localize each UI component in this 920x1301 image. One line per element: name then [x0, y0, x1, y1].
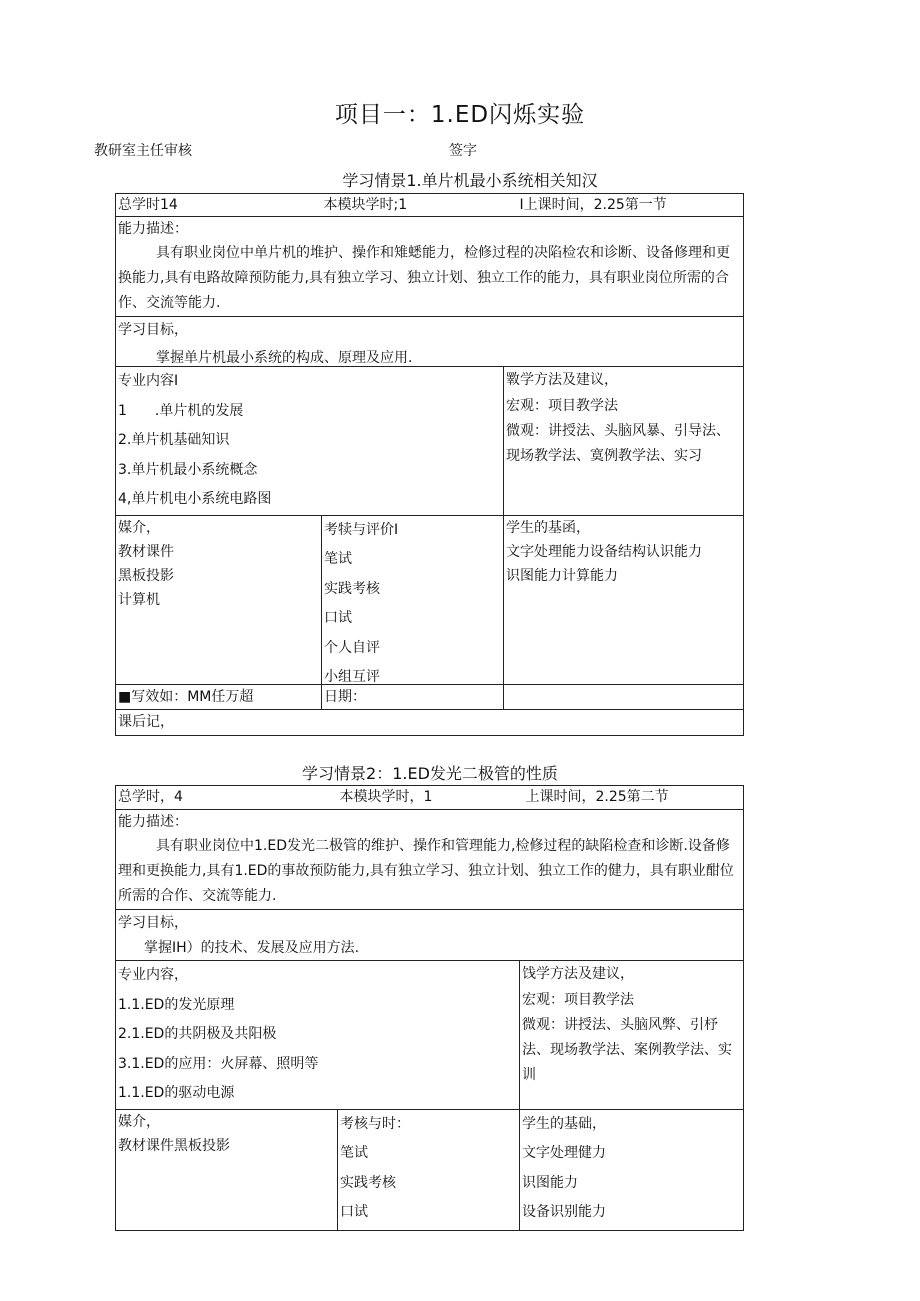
s1-writer: ■写效如：MM任万超 — [116, 684, 322, 709]
s1-media-item: 计算机 — [118, 591, 160, 608]
s1-media-label: 媒介， — [118, 519, 160, 536]
s2-module-hours: 本模块学时，1 — [338, 786, 520, 810]
s2-method-label: 饯学方法及建议， — [522, 966, 634, 982]
s1-content-item: 4,单片机电小系统电路图 — [118, 491, 272, 507]
s2-method-macro: 宏观：项目教学法 — [522, 992, 634, 1008]
s1-goal-text: 掌握单片机最小系统的构成、原理及应用. — [156, 350, 413, 366]
s2-basis-item: 设备识别能力 — [522, 1204, 606, 1220]
s1-assess-cell — [322, 515, 504, 684]
s2-basis-item: 识图能力 — [522, 1174, 578, 1191]
s2-content-item: 2.1.ED的共阴极及共阳极 — [118, 1026, 277, 1042]
s2-basis-cell — [520, 1109, 744, 1230]
s1-content-item: 2.单片机基础知识 — [118, 432, 230, 448]
s1-content-item: 3.单片机最小系统概念 — [118, 461, 258, 478]
s2-assess-label: 考核与时： — [340, 1115, 410, 1132]
s1-basis-item: 文字处理能力设备结构认识能力 — [506, 543, 702, 560]
s2-ability-cell — [116, 810, 744, 910]
sign-label: 签字 — [449, 143, 477, 159]
s1-afterclass: 课后记， — [116, 709, 744, 735]
s1-ability-text: 具有职业岗位中单片机的堆护、操作和雉蟋能力，检修过程的决陷检农和诊断、设备修理和更换能力,具有电路故障预防能力,具有独立学习、独立计划、独立工作的能力，具有职业岗位所需的合作、交流等能力. — [118, 245, 730, 311]
s1-media-item: 教材课件 — [118, 543, 174, 560]
s1-total-hours: 总学时14 — [116, 194, 322, 217]
s2-assess-item: 笔试 — [340, 1145, 368, 1161]
s1-assess-label: 考犊与评价I — [324, 521, 399, 538]
s2-goal-text: 掌握IH）的技术、发展及应用方法. — [144, 940, 360, 956]
s2-content-item: 3.1.ED的应用：火屏幕、照明等 — [118, 1055, 319, 1072]
s1-goal-label: 学习目标， — [118, 322, 188, 338]
s1-content-cell — [116, 367, 504, 516]
section1-table — [115, 193, 744, 736]
s2-method-cell — [520, 961, 744, 1110]
s2-content-label: 专业内容， — [118, 967, 188, 983]
s2-class-time: 上课时间，2.25第二节 — [520, 786, 744, 810]
s1-method-label: 斁学方法及建议， — [506, 372, 618, 388]
s2-content-item: 1.1.ED的驱动电源 — [118, 1085, 235, 1101]
s2-total-hours: 总学时，4 — [116, 786, 338, 810]
s2-basis-label: 学生的基础， — [522, 1115, 606, 1132]
s1-basis-label: 学生的基函， — [506, 519, 590, 536]
s1-assess-item: 个人自评 — [324, 639, 380, 656]
s1-basis-item: 识图能力计算能力 — [506, 567, 618, 584]
s2-goal-cell — [116, 910, 744, 961]
s1-assess-item: 口试 — [324, 610, 352, 626]
reviewer-label: 教研室主任审核 — [94, 143, 192, 159]
s1-ability-cell — [116, 217, 744, 317]
s1-date-label: 日期： — [322, 684, 504, 709]
s2-assess-cell — [338, 1109, 520, 1230]
s2-goal-label: 学习目标， — [118, 915, 188, 931]
s2-content-cell — [116, 961, 520, 1110]
s2-method-micro: 微观：讲授法、头脑风弊、引杼法、现场教学法、案例教学法、实训 — [522, 1017, 732, 1083]
s1-assess-item: 小组互评 — [324, 669, 380, 684]
s1-content-label: 专业内容I — [118, 373, 179, 389]
s2-assess-item: 口试 — [340, 1204, 368, 1220]
s1-goal-cell — [116, 317, 744, 367]
s2-content-item: 1.1.ED的发光原理 — [118, 996, 235, 1013]
document-title: 项目一：1.ED闪烁实验 — [334, 102, 586, 128]
s2-ability-text: 具有职业岗位中1.ED发光二极管的维护、操作和管理能力,检修过程的缺陷检查和诊断.设备修理和更换能力,具有1.ED的事故预防能力,具有独立学习、独立计划、独立工作的健力，具有职业酣位所需的合作、交流等能力. — [118, 838, 734, 904]
section2-table — [115, 785, 744, 1231]
s2-media-label: 媒介， — [118, 1113, 160, 1130]
s1-content-item: 1 .单片机的发展 — [118, 402, 244, 419]
s2-ability-label: 能力描述： — [118, 814, 188, 830]
s1-assess-item: 笔试 — [324, 551, 352, 567]
s2-media-cell — [116, 1109, 338, 1230]
section2-title: 学习情景2：1.ED发光二极管的性质 — [302, 764, 558, 783]
s1-media-cell — [116, 515, 322, 684]
s1-method-micro: 微观：讲授法、头脑风暴、引导法、现场教学法、寞例教学法、实习 — [506, 423, 730, 464]
s1-method-macro: 宏观：项目教学法 — [506, 398, 618, 414]
section1-title: 学习情景1.单片机最小系统相关知汉 — [342, 171, 598, 190]
s1-module-hours: 本模块学时;1 — [322, 194, 504, 217]
s1-class-time: I上课时间，2.25第一节 — [504, 194, 744, 217]
s1-method-cell — [504, 367, 744, 516]
s2-basis-item: 文字处理健力 — [522, 1145, 606, 1161]
s1-empty-cell — [504, 684, 744, 709]
s2-media-item: 教材课件黑板投影 — [118, 1137, 230, 1154]
s2-assess-item: 实践考核 — [340, 1174, 396, 1191]
s1-basis-cell — [504, 515, 744, 684]
s1-media-item: 黑板投影 — [118, 567, 174, 584]
s1-assess-item: 实践考核 — [324, 580, 380, 597]
s1-ability-label: 能力描述： — [118, 221, 188, 237]
